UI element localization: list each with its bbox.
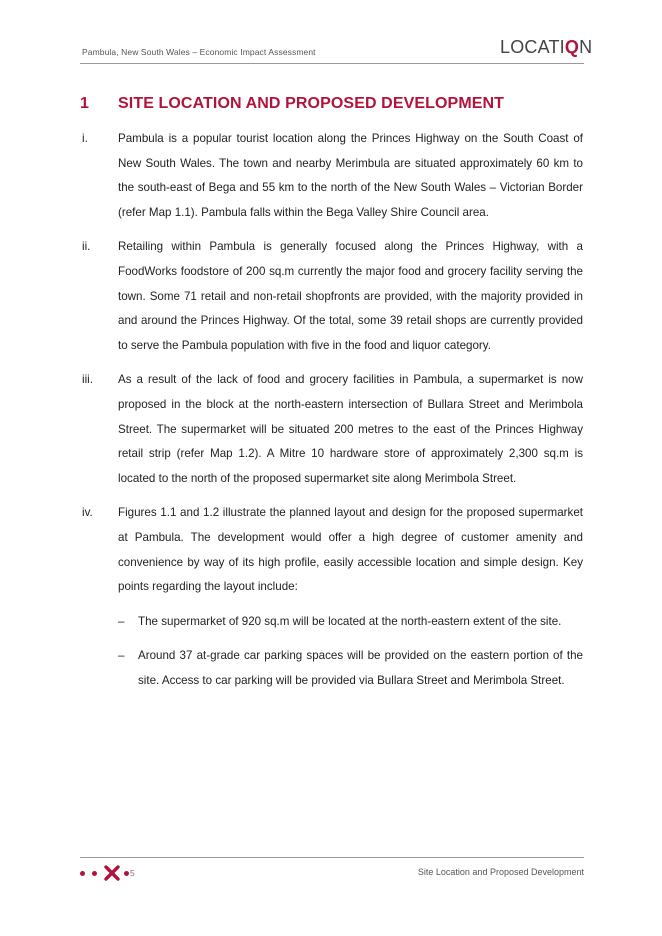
header-divider [80,63,584,64]
document-body [80,127,583,703]
dot-icon [124,871,129,876]
paragraph-text: Figures 1.1 and 1.2 illustrate the planned layout and design for the proposed supermarket at Pambula. The development would offer a high degree of customer amenity and convenience by way of its high profile, easily accessible location and simple design. Key points regarding the layout include: [118,506,583,594]
paragraph-marker: i. [82,132,88,145]
paragraph-text: Pambula is a popular tourist location along the Princes Highway on the South Coast of New South Wales. The town and nearby Merimbula are situated approximately 60 km to the south-east of Bega and 55 km to the north of the New South Wales – Victorian Border (refer Map 1.1). Pambula falls within the Bega Valley Shire Council area. [118,132,583,219]
section-heading [80,95,504,113]
paragraph-marker: ii. [82,240,91,254]
dash-marker: – [118,614,125,628]
logo-text-accent: Q [564,37,580,57]
paragraph-marker: iii. [82,373,93,387]
bullet-text: The supermarket of 920 sq.m will be located at the north-eastern extent of the site. [138,614,562,628]
dot-icon [92,871,97,876]
dot-icon [80,871,85,876]
bullet-text: Around 37 at-grade car parking spaces will be provided on the eastern portion of the site. Access to car parking will be provided via Bullara Street and Merimbola Street. [138,649,583,687]
footer-section-title: Site Location and Proposed Development [417,867,584,877]
footer-divider [80,857,584,858]
bullet-point [80,610,583,635]
section-title: SITE LOCATION AND PROPOSED DEVELOPMENT [118,95,505,112]
header-document-title: Pambula, New South Wales – Economic Impact Assessment [82,47,316,57]
section-number: 1 [80,95,89,112]
bullet-point [80,644,583,693]
logo-text-before: LOCATI [500,37,565,57]
paragraph-text: As a result of the lack of food and grocery facilities in Pambula, a supermarket is now proposed in the block at the north-eastern intersection of Bullara Street and Merimbola Street. The supermarket will be situated 200 metres to the east of the Princes Highway retail strip (refer Map 1.2). A Mitre 10 hardware store of approximately 2,300 sq.m is located to the north of the proposed supermarket site along Merimbola Street. [118,373,583,485]
x-mark-icon [104,865,120,881]
numbered-paragraph [80,235,583,358]
logo-text-after: N [579,37,593,57]
location-iq-logo [500,37,592,58]
paragraph-text: Retailing within Pambula is generally focused along the Princes Highway, with a FoodWorks foodstore of 200 sq.m currently the major food and grocery facility serving the town. Some 71 retail and non-retail shopfronts are provided, with the majority provided in and around the Princes Highway. Of the total, some 39 retail shops are currently provided to serve the Pambula population with five in the food and liquor category. [118,240,583,352]
footer-brand-marks [80,864,135,882]
numbered-paragraph [80,368,583,491]
dash-marker: – [118,649,125,663]
page-number: 5 [130,868,135,878]
numbered-paragraph [80,501,583,599]
numbered-paragraph [80,127,583,225]
paragraph-marker: iv. [82,506,93,520]
